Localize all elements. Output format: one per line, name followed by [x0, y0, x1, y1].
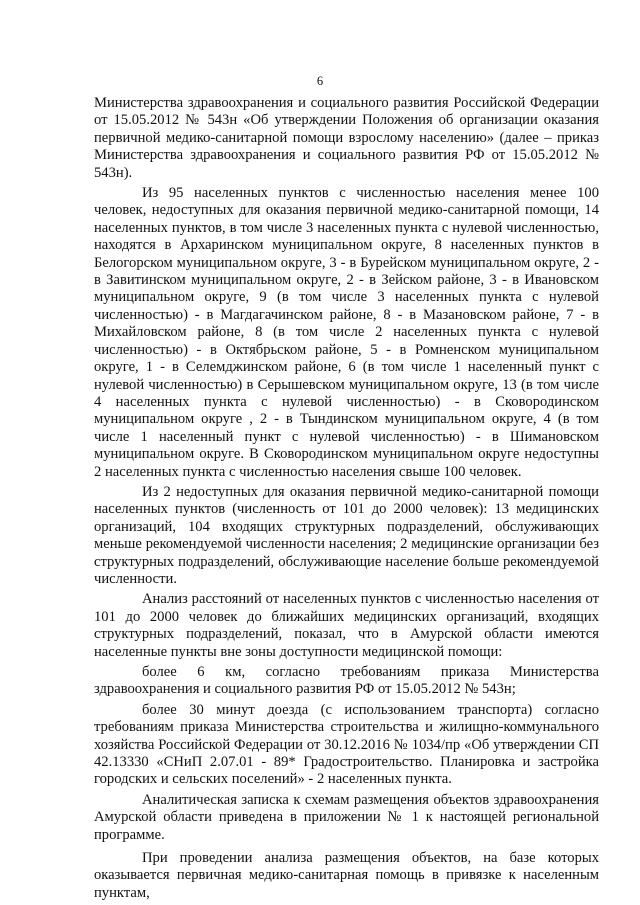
paragraph: более 30 минут доезда (с использованием транспорта) согласно требованиям приказа Министерства строительства и жилищно-коммунального хозяйства Российской Федерации от 30.12.2016 № 1034/пр «Об утверждении СП 42.13330 «СНиП 2.07.01 - 89* Градостроительство. Планировка и застройка городских и сельских поселений» - 2 населенных пункта.	[94, 701, 599, 788]
document-body	[94, 95, 599, 902]
paragraph: более 6 км, согласно требованиям приказа Министерства здравоохранения и социального развития РФ от 15.05.2012 № 543н;	[94, 664, 599, 698]
paragraph: При проведении анализа размещения объектов, на базе которых оказывается первичная медико-санитарная помощь в привязке к населенным пунктам,	[94, 850, 599, 901]
paragraph: Аналитическая записка к схемам размещения объектов здравоохранения Амурской области приведена в приложении № 1 к настоящей региональной программе.	[94, 791, 599, 843]
paragraph: Анализ расстояний от населенных пунктов с численностью населения от 101 до 2000 человек до ближайших медицинских организаций, входящих структурных подразделений, показал, что в Амурской области имеются населенные пункты вне зоны доступности медицинской помощи:	[94, 591, 599, 660]
paragraph: Из 95 населенных пунктов с численностью населения менее 100 человек, недоступных для оказания первичной медико-санитарной помощи, 14 населенных пунктов, в том числе 3 населенных пункта с нулевой численностью, находятся в Архаринском муниципальном округе, 8 населенных пунктов в Белогорском муниципальном округе, 3 - в Бурейском муниципальном округе, 2 - в Завитинском муниципальном округе, 2 - в Зейском районе, 3 - в Ивановском муниципальном округе, 9 (в том числе 3 населенных пункта с нулевой численностью) - в Магдагачинском районе, 8 - в Мазановском районе, 7 - в Михайловском районе, 8 (в том числе 2 населенных пункта с нулевой численностью) - в Октябрьском районе, 5 - в Ромненском муниципальном округе, 1 - в Селемджинском районе, 6 (в том числе 1 населенный пункт с нулевой численностью) в Серышевском муниципальном округе, 13 (в том числе 4 населенных пункта с нулевой численностью) - в Сковородинском муниципальном округе , 2 - в Тындинском муниципальном округе, 4 (в том числе 1 населенный пункт с нулевой численностью) - в Шимановском муниципальном округе. В Сковородинском муниципальном округе недоступны 2 населенных пункта с численностью населения свыше 100 человек.	[94, 185, 599, 480]
paragraph: Из 2 недоступных для оказания первичной медико-санитарной помощи населенных пунктов (численность от 101 до 2000 человек): 13 медицинских организаций, 104 входящих структурных подразделений, обслуживающих меньше рекомендуемой численности населения; 2 медицинские организации без структурных подразделений, обслуживающие население больше рекомендуемой численности.	[94, 483, 599, 587]
page-number: 6	[316, 74, 324, 88]
paragraph: Министерства здравоохранения и социального развития Российской Федерации от 15.05.2012 № 543н «Об утверждении Положения об организации оказания первичной медико-санитарной помощи взрослому населению» (далее – приказ Министерства здравоохранения и социального развития РФ от 15.05.2012 № 543н).	[94, 95, 599, 181]
